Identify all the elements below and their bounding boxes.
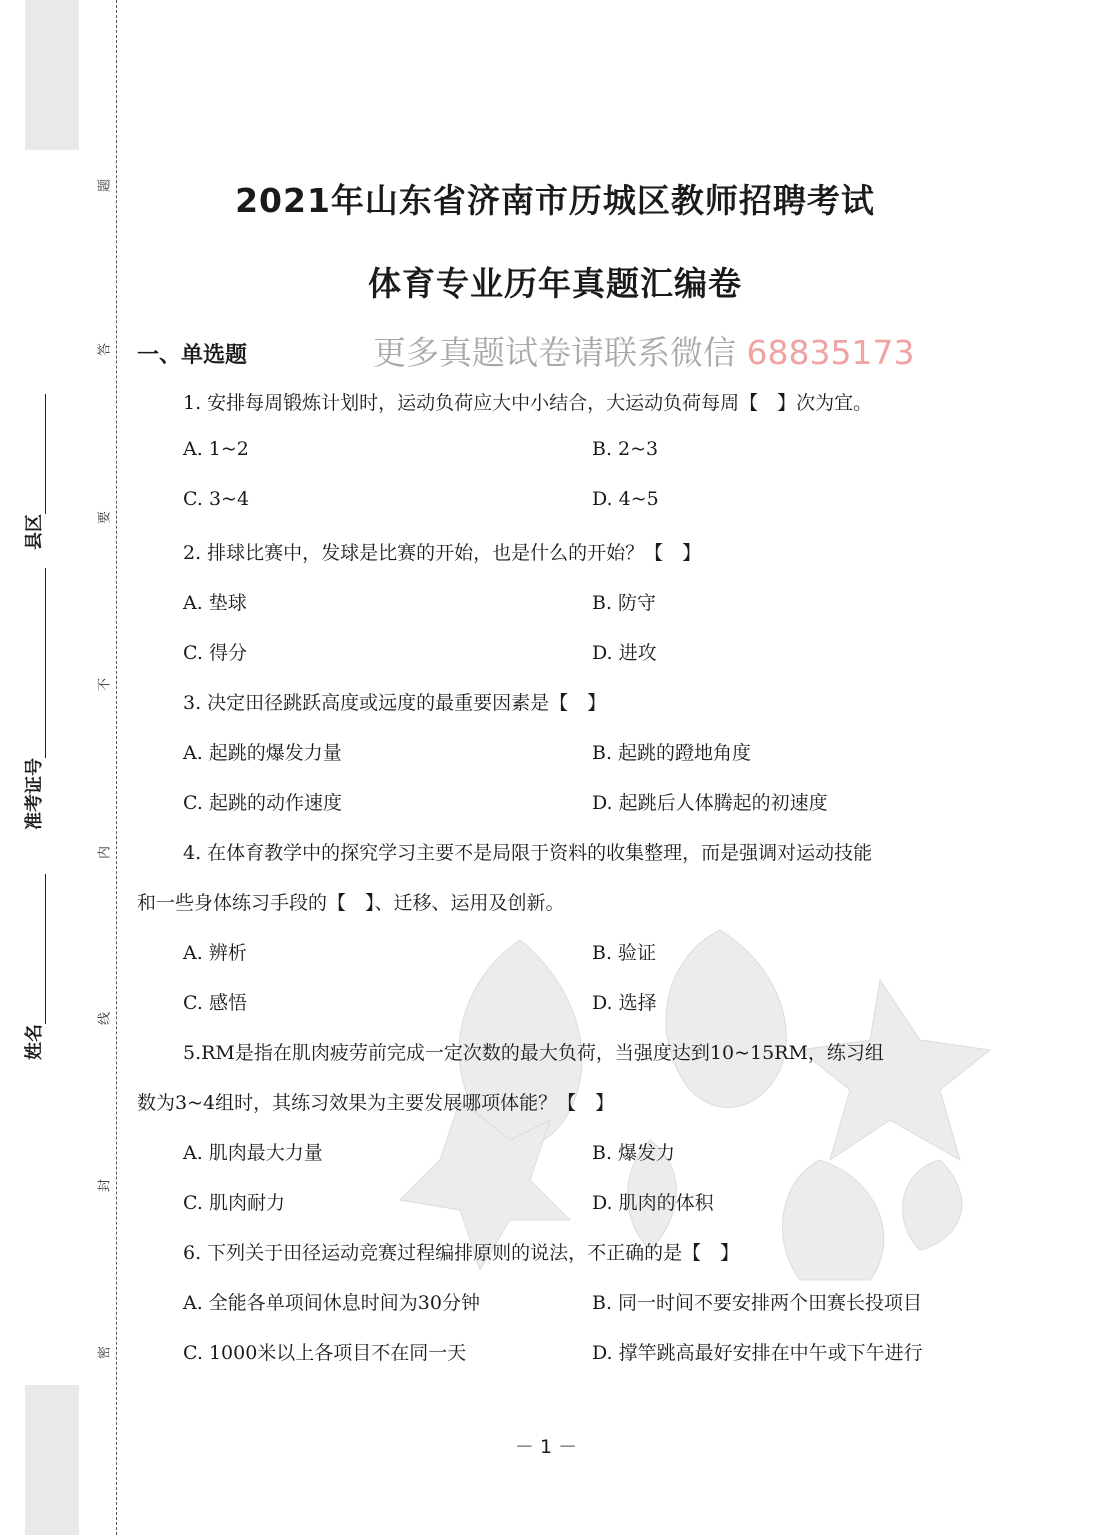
option-c: C. 起跳的动作速度: [183, 792, 342, 814]
document-title-line2: 体育专业历年真题汇编卷: [368, 264, 742, 303]
county-field: 县区: [20, 360, 40, 550]
option-c: C. 3~4: [183, 488, 250, 510]
question-stem: 6. 下列关于田径运动竞赛过程编排原则的说法，不正确的是【 】: [183, 1242, 740, 1264]
seal-char: 密: [97, 1346, 113, 1360]
option-a: A. 辨析: [183, 942, 247, 964]
page-number: － 1 －: [514, 1436, 578, 1458]
seal-char: 题: [97, 179, 113, 193]
question-stem: 2. 排球比赛中，发球是比赛的开始，也是什么的开始？【 】: [183, 542, 702, 564]
name-field: 姓名: [20, 850, 40, 1060]
option-d: D. 选择: [592, 992, 657, 1014]
option-c: C. 1000米以上各项目不在同一天: [183, 1342, 467, 1364]
option-b: B. 起跳的蹬地角度: [592, 742, 752, 764]
question-stem-continued: 数为3~4组时，其练习效果为主要发展哪项体能？【 】: [137, 1092, 615, 1114]
question-stem: 3. 决定田径跳跃高度或远度的最重要因素是【 】: [183, 692, 607, 714]
question-stem: 5.RM是指在肌肉疲劳前完成一定次数的最大负荷，当强度达到10~15RM，练习组: [183, 1042, 884, 1064]
option-a: A. 肌肉最大力量: [183, 1142, 323, 1164]
seal-char: 内: [97, 846, 113, 860]
option-d: D. 肌肉的体积: [592, 1192, 714, 1214]
option-c: C. 感悟: [183, 992, 247, 1014]
option-d: D. 起跳后人体腾起的初速度: [592, 792, 828, 814]
option-a: A. 起跳的爆发力量: [183, 742, 342, 764]
option-b: B. 验证: [592, 942, 657, 964]
option-a: A. 垫球: [183, 592, 247, 614]
seal-char: 线: [97, 1012, 113, 1026]
promo-watermark-text: 更多真题试卷请联系微信 68835173: [373, 333, 915, 372]
option-b: B. 同一时间不要安排两个田赛长投项目: [592, 1292, 923, 1314]
binding-dotted-line: [116, 0, 117, 1535]
option-b: B. 2~3: [592, 438, 659, 460]
option-d: D. 撑竿跳高最好安排在中午或下午进行: [592, 1342, 923, 1364]
exam-id-field: 准考证号: [20, 560, 40, 830]
margin-gray-block-top: [25, 0, 79, 150]
option-d: D. 进攻: [592, 642, 657, 664]
option-b: B. 防守: [592, 592, 657, 614]
question-stem: 4. 在体育教学中的探究学习主要不是局限于资料的收集整理，而是强调对运动技能: [183, 842, 873, 864]
seal-char: 封: [97, 1179, 113, 1193]
option-c: C. 肌肉耐力: [183, 1192, 285, 1214]
seal-char: 答: [97, 343, 113, 357]
seal-char: 要: [97, 511, 113, 525]
section-heading: 一、单选题: [137, 343, 248, 368]
question-stem: 1. 安排每周锻炼计划时，运动负荷应大中小结合，大运动负荷每周【 】次为宜。: [183, 392, 873, 414]
margin-gray-block-bottom: [25, 1385, 79, 1535]
question-stem-continued: 和一些身体练习手段的【 】、迁移、运用及创新。: [137, 892, 565, 914]
option-a: A. 1~2: [183, 438, 249, 460]
option-c: C. 得分: [183, 642, 247, 664]
document-title-line1: 2021年山东省济南市历城区教师招聘考试: [235, 181, 875, 220]
option-b: B. 爆发力: [592, 1142, 676, 1164]
seal-char: 不: [97, 678, 113, 692]
option-d: D. 4~5: [592, 488, 659, 510]
option-a: A. 全能各单项间休息时间为30分钟: [183, 1292, 480, 1314]
